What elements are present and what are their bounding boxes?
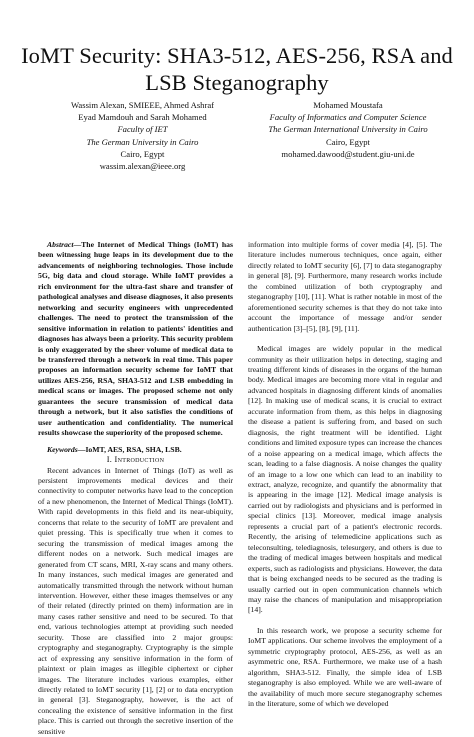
author-location: Cairo, Egypt bbox=[326, 136, 370, 147]
author-email: mohamed.dawood@student.giu-uni.de bbox=[281, 148, 415, 159]
author-block-left bbox=[40, 99, 245, 172]
keywords: Keywords—IoMT, AES, RSA, SHA, LSB. bbox=[47, 444, 182, 454]
author-email: wassim.alexan@ieee.org bbox=[99, 161, 186, 172]
author-location: Cairo, Egypt bbox=[120, 148, 165, 159]
author-names: Mohamed Moustafa bbox=[313, 100, 383, 110]
paper-title: IoMT Security: SHA3-512, AES-256, RSA and LSB Steganography bbox=[21, 43, 453, 95]
author-faculty: Faculty of IET bbox=[117, 124, 168, 135]
abstract: Abstract—The Internet of Medical Things (IoMT) has been witnessing huge leaps in its development due to the advancements of neighboring technologies. Those include 5G, big data and cloud storage. While IoMT provides a rich environment for the ultra-fast share and transfer of pathological analyses and disease diagnoses, it also presents networking and security engineers with unprecedented challenges. The need to protect the transmission of the sensitive information in relation to patients' identities and diagnoses has always been a priority. This security problem is only exaggerated by the sheer volume of medical data to be transferred through a network in real time. This paper proposes an information security scheme for IoMT that utilizes AES-256, RSA, SHA3-512 and LSB embedding in medical scans or images. The proposed scheme not only guarantees the secure transmission of medical data through a network, but it also satisfies the conditions of user authentication and confidentiality. The numerical results showcase the superiority of the proposed scheme. bbox=[38, 240, 233, 438]
body-paragraph: In this research work, we propose a security scheme for IoMT applications. Our scheme involves the employment of a symmetric cryptography protocol, AES-256, as well as an asymmetric one, RSA. Furthermore, we make use of a hash algorithm, SHA3-512. Finally, the simple idea of LSB steganography is also employed. While we are well-aware of the availability of much more secure steganography schemes in the literature, some of which we developed bbox=[248, 625, 442, 709]
author-faculty: Faculty of Informatics and Computer Science bbox=[269, 112, 427, 123]
keywords-text: IoMT, AES, RSA, SHA, LSB. bbox=[85, 444, 182, 454]
author-university: The German International University in Cairo bbox=[268, 124, 428, 135]
right-column bbox=[248, 240, 442, 709]
author-university: The German University in Cairo bbox=[86, 136, 199, 147]
body-paragraph: information into multiple forms of cover media [4], [5]. The literature includes numerous techniques, once again, either directly related to IoMT security [6], [7] to data steganography in general [8], [9]. Furthermore, many research works include the combined utilization of both cryptography and steganography [10], [11]. What is rather notable in most of the aforementioned security schemes is that they do not take into account the importance of message and/or sender authentication [3]–[5], [8], [9], [11]. bbox=[248, 240, 442, 333]
left-column bbox=[38, 240, 233, 737]
abstract-label: Abstract bbox=[47, 240, 74, 249]
intro-paragraph: Recent advances in Internet of Things (IoT) as well as persistent improvements medical devices and their connectivity to computer networks have lead to the conception of a new phenomenon, the Internet of Medical Things (IoMT). With rapid developments in this field and its near-ubiquity, concerns that relate to the security of IoMT are prevalent and quiet pressing. This is specifically true when it comes to securing the transmission of medical images among the different nodes on a network. Such medical images are generated from CT scans, MRI, X-ray scans and many others. In many instances, such medical images are generated and automatically transmitted through the network without human intervention. However, either these images themselves or any of their related (directly printed on them) information are in many cases rather sensitive and need to be secured. To that end, various technologies attempt at providing such needed security. Those are classified into 2 major groups: cryptography and steganography. Cryptography is the simple act of expressing any sensitive information in the form of plaintext or plain images as illegible ciphertext or cipher images. The literature includes various examples, either directly related to IoMT security [1], [2] or to data encryption in general [3]. Steganography, however, is the act of concealing the existence of sensitive information in the first place. This is carried out through the secretive insertion of the sensitive bbox=[38, 465, 233, 736]
abstract-text: The Internet of Medical Things (IoMT) has been witnessing huge leaps in its development due to the advancements of neighboring technologies. Those include 5G, big data and cloud storage. While IoMT provides a rich environment for the ultra-fast share and transfer of pathological analyses and disease diagnoses, it also presents networking and security engineers with unprecedented challenges. The need to protect the transmission of the sensitive information in relation to patients' identities and diagnoses has always been a priority. This security problem is only exaggerated by the sheer volume of medical data to be transferred through a network in real time. This paper proposes an information security scheme for IoMT that utilizes AES-256, RSA, SHA3-512 and LSB embedding in medical scans or images. The proposed scheme not only guarantees the secure transmission of medical data through a network, but it also satisfies the conditions of user authentication and confidentiality. The numerical results showcase the superiority of the proposed scheme. bbox=[38, 240, 233, 438]
author-block-right bbox=[248, 99, 448, 160]
author-names: Eyad Mamdouh and Sarah Mohamed bbox=[78, 112, 207, 123]
section-heading: I. Introduction bbox=[106, 455, 165, 465]
author-names: Wassim Alexan, SMIEEE, Ahmed Ashraf bbox=[71, 100, 214, 110]
body-paragraph: Medical images are widely popular in the medical community as their utilization helps in detecting, staging and treating different kinds of diseases in the organs of the human body. Medical images are becoming more vital in regular and advanced hospitals in diagnosing different kinds of anomalies [12]. In making use of medical scans, it is crucial to extract accurate information from them, as this helps in diagnosing the disease a patient is suffering from, and based on such diagnosis, the right treatment will be identified. Light conditions and limited exposure types can increase the chances of a noise appearing on a medical image, which affects the scan, leading to a false diagnosis. A noise changes the quality of an image to a low one which can lead to an inability to extract, analyze, recognize, and quantify the abnormality that is appearing in the image [12]. Medical image analysis is carried out by radiologists and physicians and is performed in special clinics [13]. Moreover, medical image analysis represents a crucial part of a patient's electronic records. Recently, the arising of telemedicine applications such as teleconsulting, telediagnosis, telesurgery, and others is due to the trading of medical images between hospitals and medical experts, such as radiologists and physicians. However, the data that is being exchanged needs to be secured as the trading is usually carried out in open communication channels which may raise the chances of manipulation and misappropriation [14]. bbox=[248, 344, 442, 615]
keywords-label: Keywords bbox=[47, 444, 78, 454]
